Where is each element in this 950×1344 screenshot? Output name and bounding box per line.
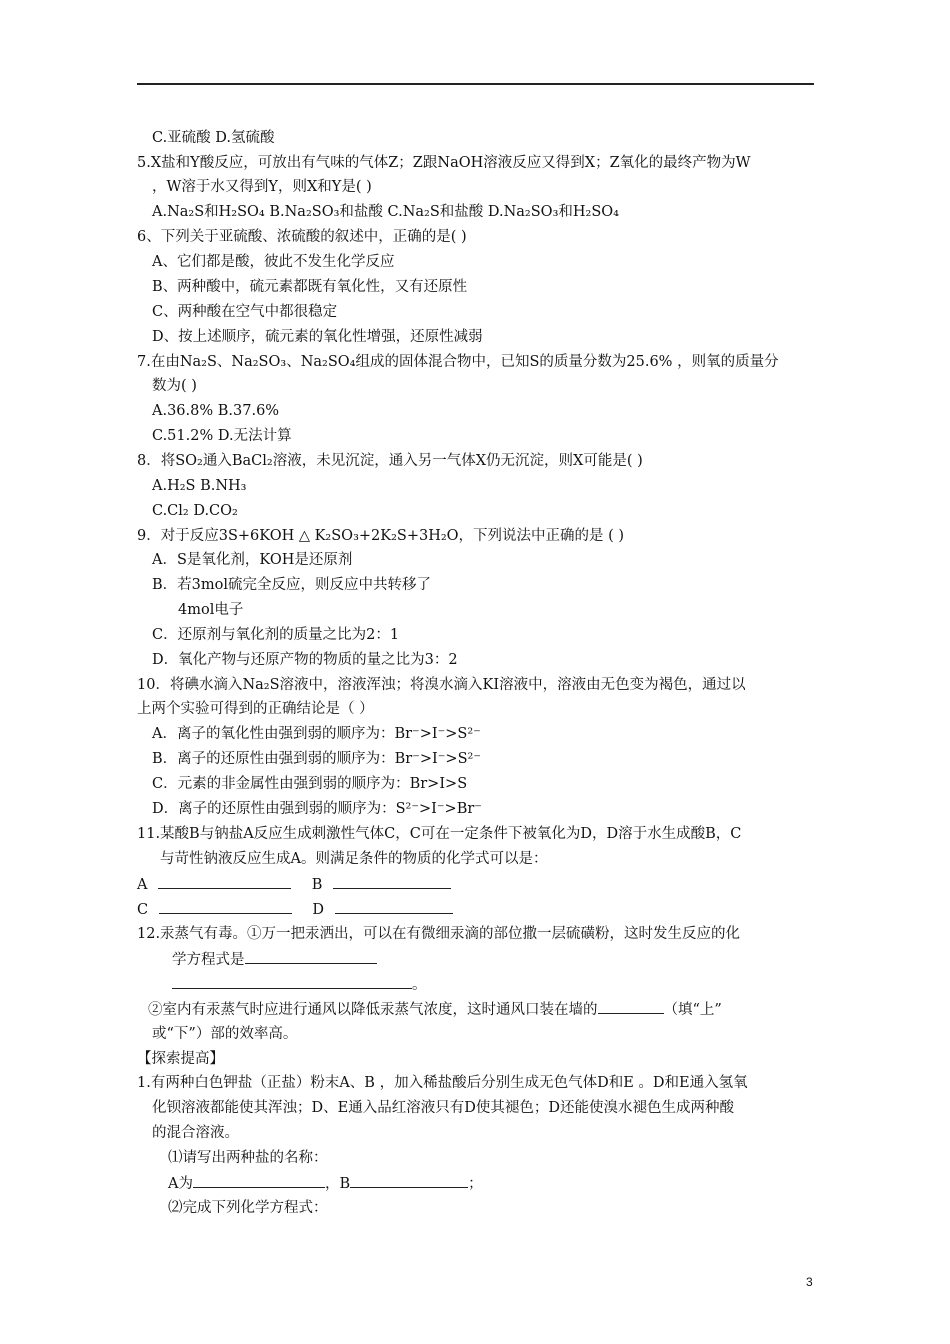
question-5-options: A.Na₂S和H₂SO₄ B.Na₂SO₃和盐酸 C.Na₂S和盐酸 D.Na₂SO₃和H₂SO₄ [152, 204, 619, 220]
question-12-cont [172, 949, 377, 970]
label-c: C [137, 902, 149, 918]
option-b-cont: 4mol电子 [178, 602, 244, 618]
question-11: 11.某酸B与钠盐A反应生成刺激性气体C，C可在一定条件下被氧化为D，D溶于水生成酸B，C [137, 826, 742, 842]
option-c: C、两种酸在空气中都很稳定 [152, 304, 338, 320]
blank-d[interactable] [335, 899, 453, 914]
equation-blank-2[interactable] [172, 974, 412, 989]
question-10: 10．将碘水滴入Na₂S溶液中，溶液浑浊；将溴水滴入KI溶液中，溶液由无色变为褐色，通过以 [137, 677, 746, 693]
part2-text: ②室内有汞蒸气时应进行通风以降低汞蒸气浓度，这时通风口装在墙的 [148, 1002, 598, 1018]
question-5: 5.X盐和Y酸反应，可放出有气味的气体Z；Z跟NaOH溶液反应又得到X；Z氧化的最终产物为W [137, 155, 751, 171]
option-b: B．离子的还原性由强到弱的顺序为：Br⁻>I⁻>S²⁻ [152, 751, 481, 767]
period: 。 [412, 977, 427, 993]
question-12-part2-cont: 或“下”）部的效率高。 [152, 1026, 298, 1042]
question-7-options-cd: C.51.2% D.无法计算 [152, 428, 292, 444]
option-line: C.亚硫酸 D.氢硫酸 [152, 130, 275, 146]
question-8-options-ab: A.H₂S B.NH₃ [152, 478, 247, 494]
answer-row-ab [137, 874, 451, 895]
option-d: D．离子的还原性由强到弱的顺序为：S²⁻>I⁻>Br⁻ [152, 801, 482, 817]
label-b: B [311, 877, 323, 893]
equation-prompt: 学方程式是 [172, 952, 245, 968]
option-c: C．还原剂与氧化剂的质量之比为2：1 [152, 627, 400, 643]
question-7: 7.在由Na₂S、Na₂SO₃、Na₂SO₄组成的固体混合物中，已知S的质量分数为25.6% ，则氧的质量分 [137, 354, 779, 370]
page-number: 3 [806, 1275, 813, 1289]
label-a-is: A为 [168, 1176, 193, 1192]
blank-a[interactable] [158, 874, 291, 889]
option-d: D、按上述顺序，硫元素的氧化性增强，还原性减弱 [152, 329, 483, 345]
label-d: D [312, 902, 324, 918]
question-11-cont: 与苛性钠液反应生成A。则满足条件的物质的化学式可以是： [160, 851, 548, 867]
part2-hint: （填“上” [663, 1002, 722, 1018]
question-7-options-ab: A.36.8% B.37.6% [152, 403, 280, 419]
answer-row-cd [137, 899, 453, 920]
question-9: 9．对于反应3S+6KOH △ K₂SO₃+2K₂S+3H₂O，下列说法中正确的是 ( ) [137, 528, 625, 544]
option-a: A、它们都是酸，彼此不发生化学反应 [152, 254, 395, 270]
blank-b[interactable] [333, 874, 451, 889]
question-6: 6、下列关于亚硫酸、浓硫酸的叙述中，正确的是( ) [137, 229, 467, 245]
header-rule [137, 83, 814, 85]
semicolon: ； [468, 1176, 483, 1192]
vent-blank[interactable] [598, 999, 664, 1014]
option-b: B．若3mol硫完全反应，则反应中共转移了 [152, 577, 431, 593]
subpart-1: ⑴请写出两种盐的名称： [168, 1150, 328, 1166]
question-12: 12.汞蒸气有毒。①万一把汞洒出，可以在有微细汞滴的部位撒一层硫磺粉，这时发生反应的化 [137, 926, 741, 942]
salt-names-row [168, 1173, 483, 1194]
label-a: A [137, 877, 148, 893]
option-b: B、两种酸中，硫元素都既有氧化性，又有还原性 [152, 279, 468, 295]
option-a: A．S是氧化剂，KOH是还原剂 [152, 552, 353, 568]
option-d: D．氧化产物与还原产物的物质的量之比为3：2 [152, 652, 458, 668]
question-10-cont: 上两个实验可得到的正确结论是（ ） [137, 701, 374, 717]
question-5-cont: ，W溶于水又得到Y，则X和Y是( ) [152, 179, 372, 195]
option-a: A．离子的氧化性由强到弱的顺序为：Br⁻>I⁻>S²⁻ [152, 726, 481, 742]
explore-question-1-cont2: 的混合溶液。 [152, 1125, 239, 1141]
question-8-options-cd: C.Cl₂ D.CO₂ [152, 503, 238, 519]
option-c: C．元素的非金属性由强到弱的顺序为：Br>I>S [152, 776, 468, 792]
blank-salt-a[interactable] [193, 1173, 325, 1188]
equation-blank[interactable] [245, 949, 377, 964]
question-7-cont: 数为( ) [152, 378, 197, 394]
question-12-part2 [148, 999, 722, 1020]
section-heading: 【探索提高】 [137, 1051, 224, 1067]
label-b-is: ，B [324, 1176, 351, 1192]
equation-blank-line [172, 974, 427, 995]
subpart-2: ⑵完成下列化学方程式： [168, 1200, 328, 1216]
question-8: 8．将SO₂通入BaCl₂溶液，未见沉淀，通入另一气体X仍无沉淀，则X可能是( ) [137, 453, 643, 469]
explore-question-1: 1.有两种白色钾盐（正盐）粉末A、B ，加入稀盐酸后分别生成无色气体D和E 。D和E通入氢氧 [137, 1075, 748, 1091]
blank-salt-b[interactable] [350, 1173, 468, 1188]
explore-question-1-cont: 化钡溶液都能使其浑浊；D、E通入品红溶液只有D使其褪色；D还能使溴水褪色生成两种酸 [152, 1100, 734, 1116]
blank-c[interactable] [159, 899, 292, 914]
